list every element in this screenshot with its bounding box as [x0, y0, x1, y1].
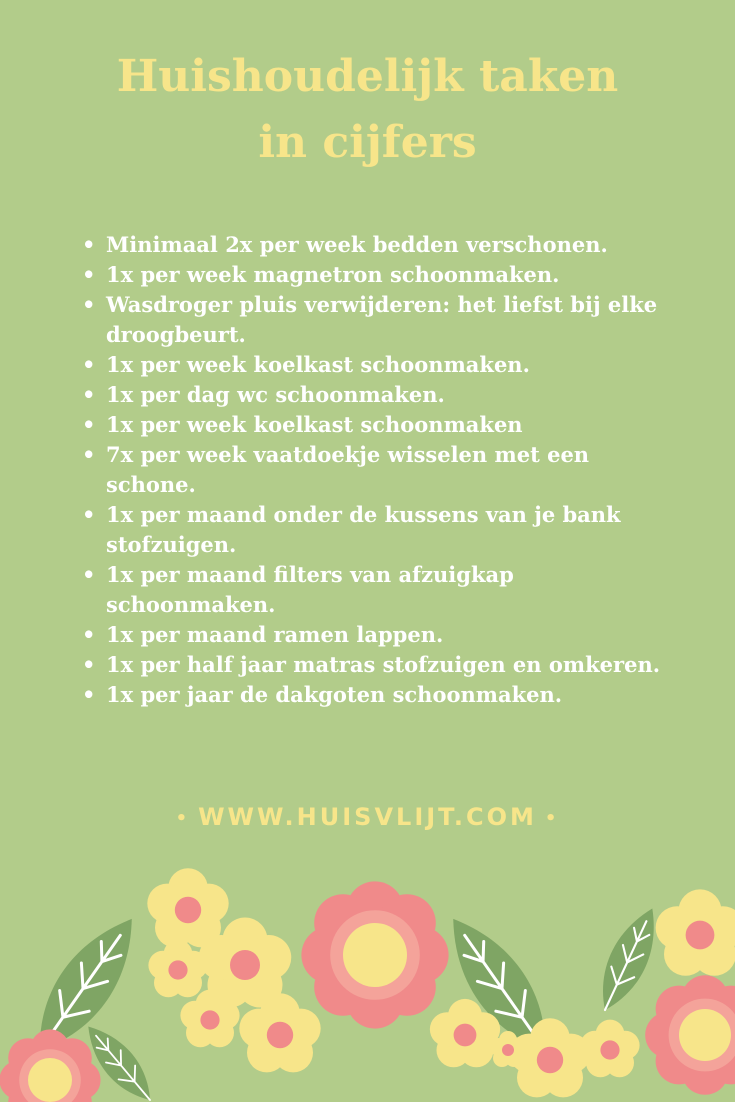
task-item [78, 560, 678, 620]
task-text: Wasdroger pluis verwijderen: het liefst bij elke droogbeurt. [106, 292, 658, 347]
task-text: 1x per maand filters van afzuigkap schoonmaken. [106, 562, 514, 617]
task-item [78, 620, 678, 650]
bullet-icon: • [82, 502, 96, 527]
bullet-icon: • [82, 382, 96, 407]
task-text: 1x per week koelkast schoonmaken. [106, 352, 530, 377]
task-item [78, 380, 678, 410]
task-text: 1x per jaar de dakgoten schoonmaken. [106, 682, 563, 707]
bullet-icon: • [82, 652, 96, 677]
yellow-flower-icon [148, 940, 207, 998]
bullet-icon: • [82, 442, 96, 467]
yellow-flower-icon [656, 889, 735, 975]
bullet-icon: • [82, 562, 96, 587]
task-item [78, 230, 678, 260]
task-text: 1x per dag wc schoonmaken. [106, 382, 445, 407]
task-text: 7x per week vaatdoekje wisselen met een schone. [106, 442, 590, 497]
dot-icon: • [175, 807, 191, 829]
task-item [78, 350, 678, 380]
title-line-1: Huishoudelijk taken [116, 51, 619, 102]
task-item [78, 440, 678, 500]
bullet-icon: • [82, 232, 96, 257]
pink-flower-icon [301, 881, 448, 1028]
bullet-icon: • [82, 262, 96, 287]
floral-decoration [0, 860, 735, 1102]
bullet-icon: • [82, 412, 96, 437]
leaf-icon [588, 901, 669, 1018]
website-url[interactable]: WWW.HUISVLIJT.COM [198, 803, 537, 831]
pink-flower-icon [645, 975, 735, 1095]
bullet-icon: • [82, 622, 96, 647]
poster-title [0, 44, 735, 176]
task-item [78, 680, 678, 710]
bullet-icon: • [82, 352, 96, 377]
task-text: 1x per maand onder de kussens van je bank stofzuigen. [106, 502, 621, 557]
task-item [78, 500, 678, 560]
task-item [78, 260, 678, 290]
dot-icon: • [544, 807, 560, 829]
title-line-2: in cijfers [258, 117, 477, 168]
pink-flower-icon [0, 1029, 101, 1102]
task-text: 1x per week koelkast schoonmaken [106, 412, 523, 437]
task-text: 1x per half jaar matras stofzuigen en omkeren. [106, 652, 661, 677]
task-list [78, 230, 678, 710]
website-footer [0, 803, 735, 831]
bullet-icon: • [82, 292, 96, 317]
task-text: Minimaal 2x per week bedden verschonen. [106, 232, 608, 257]
bullet-icon: • [82, 682, 96, 707]
task-text: 1x per maand ramen lappen. [106, 622, 444, 647]
task-item [78, 290, 678, 350]
task-item [78, 410, 678, 440]
yellow-flower-icon [580, 1020, 639, 1078]
task-text: 1x per week magnetron schoonmaken. [106, 262, 560, 287]
task-item [78, 650, 678, 680]
